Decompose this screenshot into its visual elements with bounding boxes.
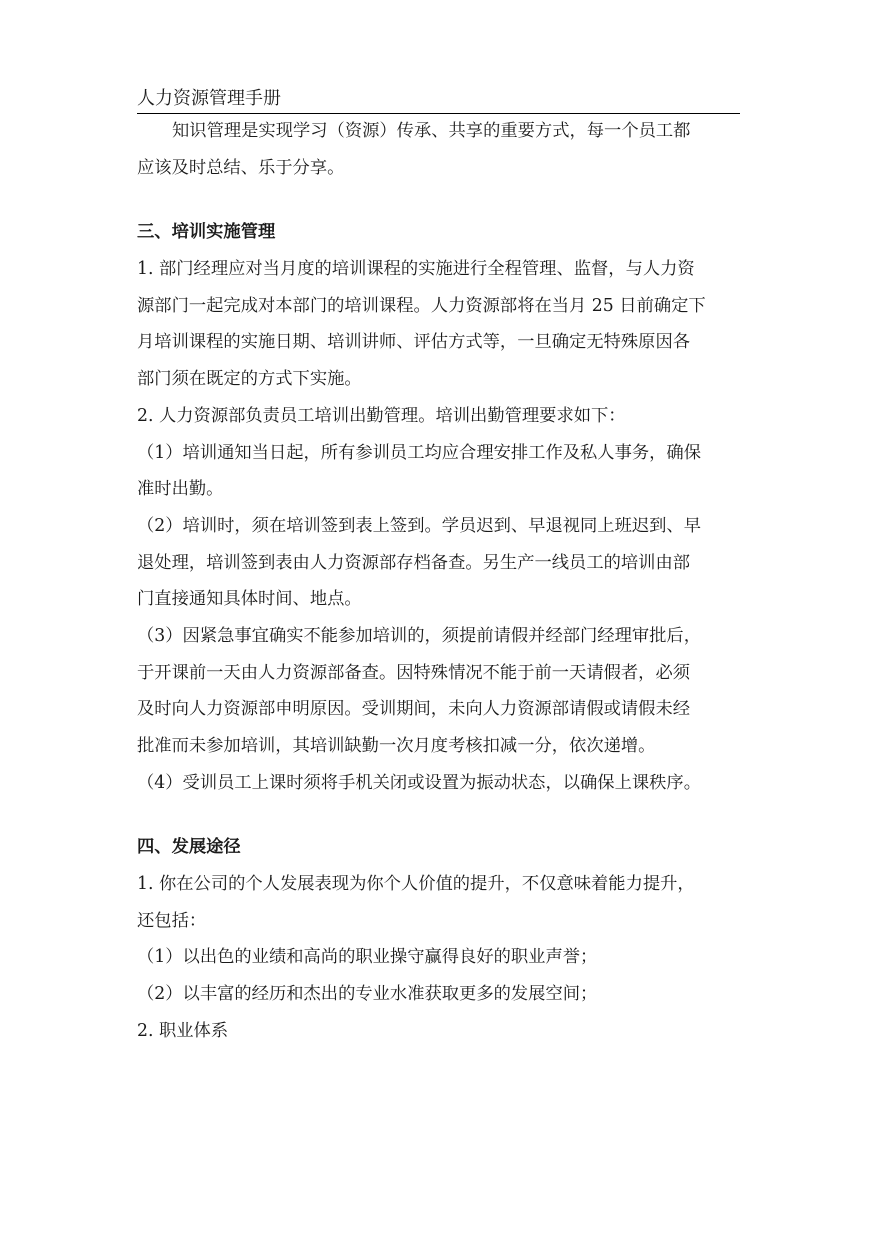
- body-line: 月培训课程的实施日期、培训讲师、评估方式等，一旦确定无特殊原因各: [137, 332, 691, 353]
- page-header-title: 人力资源管理手册: [137, 88, 281, 109]
- body-line: 于开课前一天由人力资源部备查。因特殊情况不能于前一天请假者，必须: [137, 662, 691, 683]
- section-heading: 四、发展途径: [137, 837, 241, 858]
- body-line: 源部门一起完成对本部门的培训课程。人力资源部将在当月 25 日前确定下: [137, 295, 706, 316]
- intro-line: 知识管理是实现学习（资源）传承、共享的重要方式，每一个员工都: [172, 121, 691, 141]
- document-body: [137, 113, 740, 1050]
- body-line: 1. 你在公司的个人发展表现为你个人价值的提升，不仅意味着能力提升，: [137, 874, 695, 895]
- body-line: 及时向人力资源部申明原因。受训期间，未向人力资源部请假或请假未经: [137, 699, 691, 720]
- body-line: （2）以丰富的经历和杰出的专业水准获取更多的发展空间；: [137, 984, 598, 1005]
- intro-line: 应该及时总结、乐于分享。: [137, 157, 345, 178]
- body-line: （4）受训员工上课时须将手机关闭或设置为振动状态，以确保上课秩序。: [137, 772, 701, 793]
- section-heading: 三、培训实施管理: [137, 222, 276, 243]
- body-line: 1. 部门经理应对当月度的培训课程的实施进行全程管理、监督，与人力资: [137, 259, 695, 280]
- body-line: （3）因紧急事宜确实不能参加培训的，须提前请假并经部门经理审批后，: [137, 625, 701, 646]
- body-line: 门直接通知具体时间、地点。: [137, 589, 362, 610]
- body-line: （2）培训时，须在培训签到表上签到。学员迟到、早退视同上班迟到、早: [137, 515, 701, 536]
- body-line: 2. 职业体系: [137, 1020, 229, 1041]
- body-line: 部门须在既定的方式下实施。: [137, 369, 362, 390]
- body-line: 还包括：: [137, 910, 207, 931]
- body-line: （1）培训通知当日起，所有参训员工均应合理安排工作及私人事务，确保: [137, 442, 701, 463]
- body-line: 退处理，培训签到表由人力资源部存档备查。另生产一线员工的培训由部: [137, 552, 691, 573]
- body-line: 批准而未参加培训，其培训缺勤一次月度考核扣减一分，依次递增。: [137, 736, 656, 756]
- body-line: （1）以出色的业绩和高尚的职业操守赢得良好的职业声誉；: [137, 947, 598, 968]
- body-line: 2. 人力资源部负责员工培训出勤管理。培训出勤管理要求如下：: [137, 405, 626, 426]
- body-line: 准时出勤。: [137, 479, 224, 500]
- paragraph-gap: [137, 801, 740, 829]
- paragraph-gap: [137, 186, 740, 214]
